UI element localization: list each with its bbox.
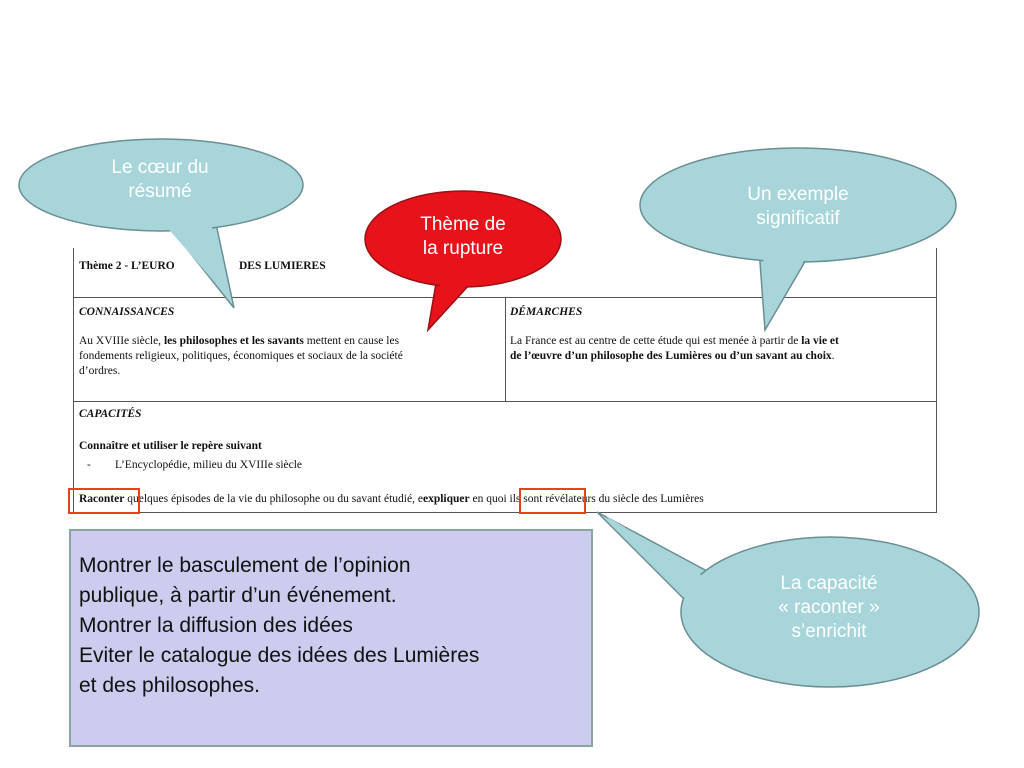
bubble-theme-line: la rupture xyxy=(422,238,504,259)
expliquer-word: expliquer xyxy=(422,493,470,505)
bubble-capacite-line: « raconter » xyxy=(778,597,880,618)
theme-title-left: Thème 2 - L’EURO xyxy=(79,260,175,272)
capacites-bullet-dash: - xyxy=(87,459,91,471)
theme-title-right: DES LUMIERES xyxy=(239,260,326,272)
capacites-bullet: L’Encyclopédie, milieu du XVIIIe siècle xyxy=(115,459,303,471)
demarches-text-line2: de l’œuvre d’un philosophe des Lumières ou d’un savant au choix. xyxy=(510,350,835,362)
connaissances-text-line3: d’ordres. xyxy=(79,365,121,377)
summary-line: publique, à partir d’un événement. xyxy=(79,584,397,607)
bubble-capacite-line: s’enrichit xyxy=(791,621,867,642)
summary-box xyxy=(69,529,593,747)
capacites-heading: CAPACITÉS xyxy=(79,408,142,420)
demarches-heading: DÉMARCHES xyxy=(510,306,583,318)
summary-line: et des philosophes. xyxy=(79,674,260,697)
bubble-exemple xyxy=(698,183,898,231)
bubble-capacite xyxy=(729,572,929,644)
bubble-theme xyxy=(373,213,553,261)
capacites-raconter-line: Raconter quelques épisodes de la vie du philosophe ou du savant étudié, eexpliquer en quoi ils sont révélateurs du siècle des Lumières xyxy=(79,493,704,505)
bubble-coeur-line: résumé xyxy=(128,181,192,202)
raconter-word: Raconter xyxy=(79,493,125,505)
demarches-text-line1: La France est au centre de cette étude qui est menée à partir de la vie et xyxy=(510,335,839,347)
bubble-capacite-line: La capacité xyxy=(780,573,878,594)
bubble-exemple-line: Un exemple xyxy=(747,184,849,205)
summary-line: Montrer la diffusion des idées xyxy=(79,614,353,637)
connaissances-text-line2: fondements religieux, politiques, économiques et sociaux de la société xyxy=(79,350,403,362)
connaissances-text-line1: Au XVIIIe siècle, les philosophes et les savants mettent en cause les xyxy=(79,335,400,347)
bubble-coeur xyxy=(60,156,260,204)
bubble-theme-line: Thème de xyxy=(420,214,506,235)
capacites-subheading: Connaître et utiliser le repère suivant xyxy=(79,440,262,452)
summary-line: Montrer le basculement de l’opinion xyxy=(79,554,411,577)
bubble-exemple-shape xyxy=(640,148,956,330)
bubble-coeur-line: Le cœur du xyxy=(111,157,209,178)
connaissances-heading: CONNAISSANCES xyxy=(79,306,175,318)
summary-line: Eviter le catalogue des idées des Lumières xyxy=(79,644,480,667)
bubble-exemple-line: significatif xyxy=(756,208,840,229)
